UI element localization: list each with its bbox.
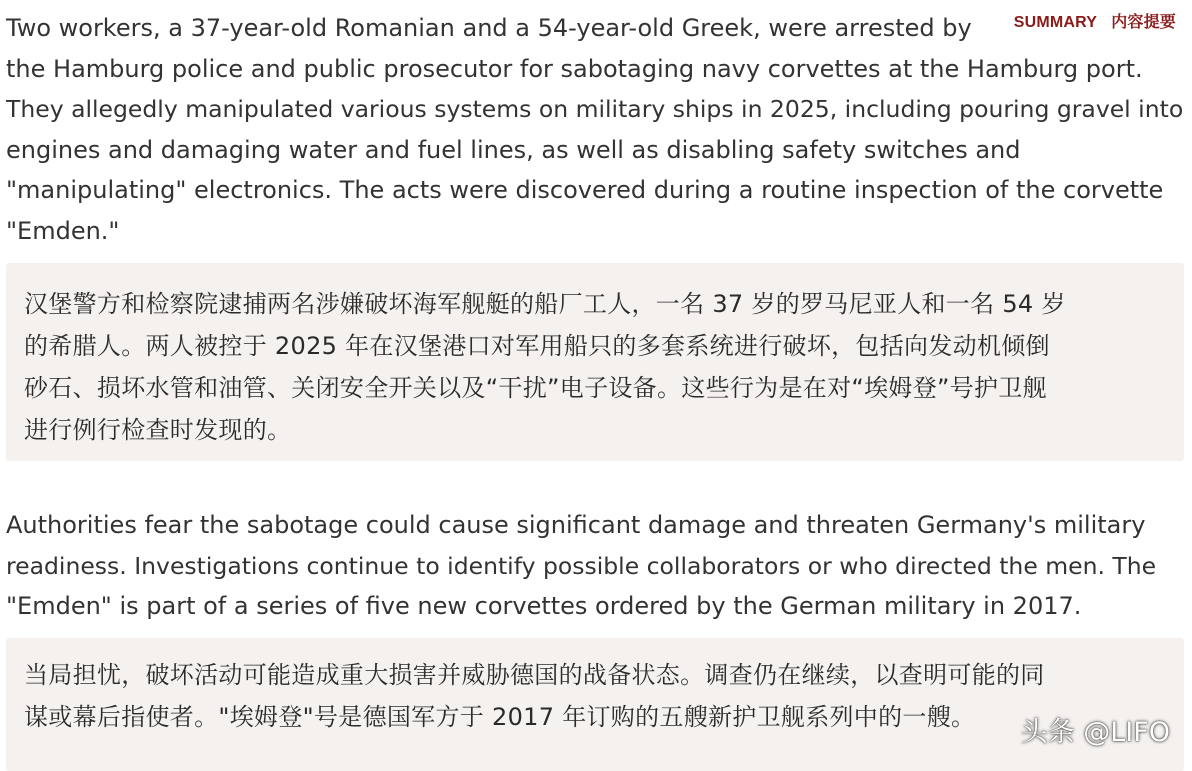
text-line: "Emden." (6, 216, 120, 245)
english-paragraph-2 (6, 505, 1156, 627)
text-line: 当局担忧，破坏活动可能造成重大损害并威胁德国的战备状态。调查仍在继续，以查明可能的同 (24, 661, 1045, 689)
english-paragraph-1 (6, 8, 1183, 251)
text-line: the Hamburg police and public prosecutor for sabotaging navy corvettes at the Hamburg port. (6, 54, 1143, 83)
text-line: readiness. Investigations continue to identify possible collaborators or who directed the men. The (6, 551, 1157, 580)
text-line: "Emden" is part of a series of five new corvettes ordered by the German military in 2017. (6, 592, 1082, 620)
text-line: 的希腊人。两人被控于 2025 年在汉堡港口对军用船只的多套系统进行破坏，包括向发动机倾倒 (24, 332, 1050, 360)
text-line: They allegedly manipulated various systems on military ships in 2025, including pouring gravel into (6, 95, 1184, 123)
chinese-translation-block-2 (6, 638, 1184, 771)
text-line: 进行例行检查时发现的。 (24, 416, 292, 444)
text-line: Two workers, a 37-year-old Romanian and a 54-year-old Greek, were arrested by (6, 14, 972, 42)
text-line: 谋或幕后指使者。"埃姆登"号是德国军方于 2017 年订购的五艘新护卫舰系列中的一艘。 (24, 703, 976, 731)
text-line: 汉堡警方和检察院逮捕两名涉嫌破坏海军舰艇的船厂工人，一名 37 岁的罗马尼亚人和一名 54 岁 (24, 290, 1066, 318)
text-line: "manipulating" electronics. The acts were discovered during a routine inspection of the corvette (6, 176, 1164, 204)
watermark: 头条 @LIFO (1020, 717, 1170, 748)
text-line: Authorities fear the sabotage could cause significant damage and threaten Germany's military (6, 511, 1146, 539)
chinese-translation-block-1 (6, 263, 1184, 461)
summary-label-en: SUMMARY (1013, 14, 1098, 31)
text-line: 砂石、损坏水管和油管、关闭安全开关以及“干扰”电子设备。这些行为是在对“埃姆登”号护卫舰 (24, 374, 1047, 402)
summary-label-zh: 内容提要 (1111, 14, 1176, 31)
text-line: engines and damaging water and fuel lines, as well as disabling safety switches and (6, 135, 1021, 164)
